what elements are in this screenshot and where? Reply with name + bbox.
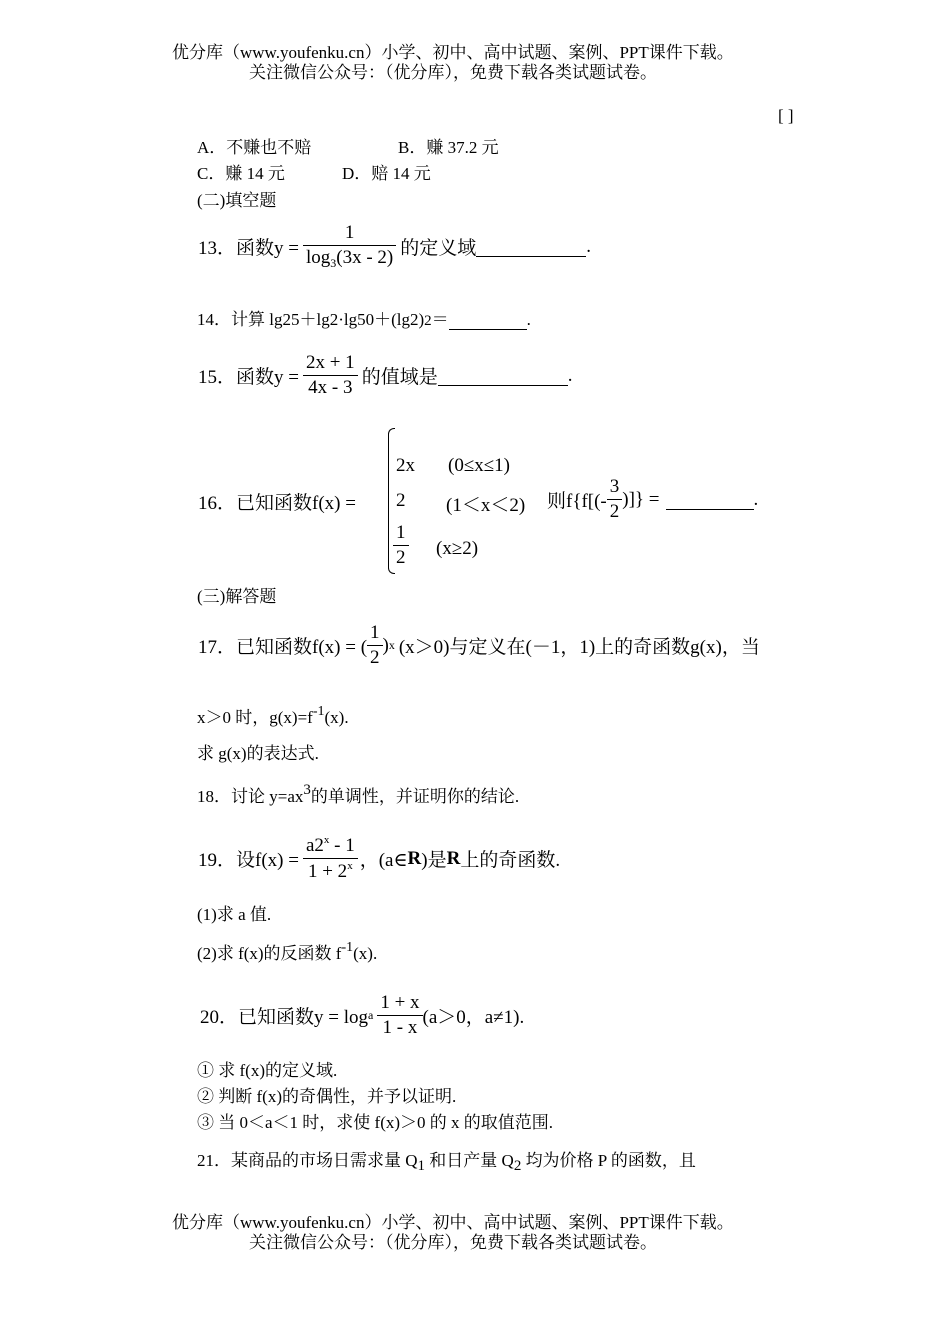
q20-base: a bbox=[368, 1008, 374, 1022]
q16-ask bbox=[547, 476, 758, 523]
q16-case2-cond: (1＜x＜2) bbox=[446, 495, 526, 516]
q20-sub2: ② 判断 f(x)的奇偶性，并予以证明. bbox=[197, 1087, 457, 1106]
q16-case1-cond: (0≤x≤1) bbox=[448, 455, 511, 476]
q17-tail: (x＞0)与定义在(－1，1)上的奇函数g(x)，当 bbox=[398, 637, 760, 658]
q17-fraction: $\frac{1}{2}$ bbox=[367, 622, 383, 669]
q17-line3: 求 g(x)的表达式. bbox=[197, 744, 319, 763]
footer-line-2: 关注微信公众号：（优分库），免费下载各类试题试卷。 bbox=[249, 1233, 657, 1252]
q13-numerator: 1 bbox=[303, 222, 396, 246]
q15-answer-blank[interactable] bbox=[438, 365, 568, 386]
q13-end: . bbox=[586, 235, 591, 257]
question-13 bbox=[198, 222, 591, 271]
q13-label: 13．函数y = bbox=[198, 238, 299, 259]
q15-denominator: 4x - 3 bbox=[308, 377, 353, 398]
q19-sub2: (2)求 f(x)的反函数 $f^{-1}(x)$. bbox=[197, 940, 378, 963]
q17-label: 17．已知函数f(x) = ( bbox=[198, 637, 368, 658]
q20-sub3: ③ 当 0＜a＜1 时，求使 f(x)＞0 的 x 的取值范围. bbox=[197, 1113, 554, 1132]
q15-label: 15．函数y = bbox=[198, 367, 299, 388]
q14-text: 14．计算 lg25＋lg2·lg50＋(lg2) bbox=[197, 310, 425, 329]
q16-end: . bbox=[753, 488, 759, 510]
q17-exponent: x bbox=[388, 638, 395, 652]
q13-denominator: $\log_3(3x - 2)$ bbox=[305, 247, 394, 270]
q15-fraction bbox=[303, 352, 358, 399]
option-d: D．赔 14 元 bbox=[342, 164, 431, 183]
q19-sub1: (1)求 a 值. bbox=[197, 905, 272, 924]
question-14 bbox=[197, 305, 531, 330]
option-b: B．赚 37.2 元 bbox=[398, 138, 499, 157]
q17-close: ) bbox=[382, 634, 389, 656]
question-19: 19．设f(x) = $\frac{a2^x - 1}{1 + 2^x}$ ，(a∈ R )是 R 上的奇函数. bbox=[198, 834, 561, 882]
q19-fraction: $\frac{a2^x - 1}{1 + 2^x}$ bbox=[303, 834, 358, 883]
q16-case2-expr: 2 bbox=[396, 490, 406, 511]
q14-answer-blank[interactable] bbox=[449, 311, 527, 330]
question-17 bbox=[198, 622, 760, 669]
q20-sub1: ① 求 f(x)的定义域. bbox=[197, 1061, 338, 1080]
q16-ask-pre: 则f{f[(- bbox=[547, 491, 607, 512]
header-line-1: 优分库（www.youfenku.cn）小学、初中、高中试题、案例、PPT课件下载。 bbox=[172, 43, 734, 62]
q20-label: 20．已知函数y = log bbox=[200, 1007, 368, 1028]
header-line-2: 关注微信公众号：（优分库），免费下载各类试题试卷。 bbox=[249, 63, 657, 82]
question-20 bbox=[200, 992, 524, 1039]
question-21: 21．某商品的市场日需求量 Q1 和日产量 Q2 均为价格 P 的函数，且 bbox=[197, 1151, 696, 1174]
q16-label: 16．已知函数f(x) = bbox=[198, 493, 356, 514]
section-fill-blank: (二)填空题 bbox=[197, 191, 277, 210]
q13-fraction bbox=[303, 222, 396, 271]
q16-case3-cond: (x≥2) bbox=[436, 538, 479, 559]
q17-line2: x＞0 时，$g(x)=f^{-1}(x)$. bbox=[197, 704, 349, 727]
option-a: A．不赚也不赔 bbox=[197, 138, 312, 157]
q20-fraction: $\frac{1 + x}{1 - x}$ bbox=[377, 992, 422, 1039]
q16-ask-fraction: $\frac{3}{2}$ bbox=[607, 476, 623, 523]
answer-bracket: [ ] bbox=[778, 106, 794, 125]
q13-tail: 的定义域 bbox=[400, 238, 477, 259]
q14-end: . bbox=[526, 310, 531, 329]
q16-case3-expr: $\frac{1}{2}$ bbox=[393, 522, 409, 569]
q20-tail: (a＞0，a≠1). bbox=[422, 1007, 525, 1028]
q19-label: 19．设f(x) = bbox=[198, 850, 299, 871]
q13-answer-blank[interactable] bbox=[476, 236, 586, 257]
q15-tail: 的值域是 bbox=[361, 367, 438, 388]
q16-case1-expr: 2x bbox=[396, 455, 415, 476]
q14-exponent: 2 bbox=[424, 313, 432, 329]
q16-ask-post: )]} = bbox=[622, 488, 660, 510]
question-18: 18．讨论 y=ax3的单调性，并证明你的结论. bbox=[197, 782, 520, 806]
option-c: C．赚 14 元 bbox=[197, 164, 285, 183]
q15-end: . bbox=[567, 364, 573, 386]
section-answer: (三)解答题 bbox=[197, 587, 277, 606]
q15-numerator: 2x + 1 bbox=[303, 352, 358, 376]
q14-equals: ＝ bbox=[431, 310, 449, 329]
q16-answer-blank[interactable] bbox=[666, 489, 754, 510]
question-15 bbox=[198, 352, 572, 399]
footer-line-1: 优分库（www.youfenku.cn）小学、初中、高中试题、案例、PPT课件下载。 bbox=[172, 1213, 734, 1232]
